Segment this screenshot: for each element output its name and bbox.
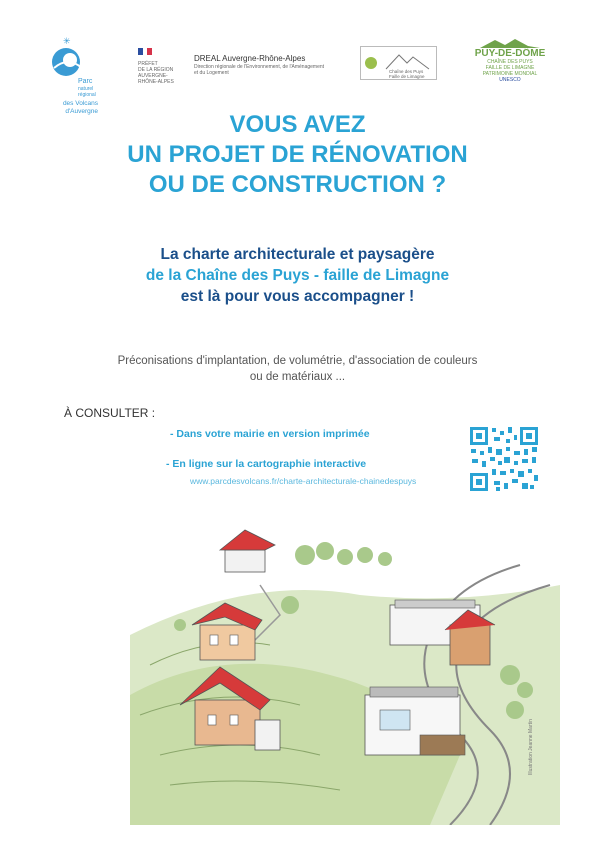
dreal-desc1: Direction régionale de l'Environnement, de l'Aménagement [194,64,325,70]
consult-item-cartographie: - En ligne sur la cartographie interactive [166,458,367,470]
puydome-line4: PATRIMOINE MONDIAL [482,71,538,77]
puydome-logo [470,38,550,93]
svg-text:✳: ✳ [63,37,71,47]
prefet-line1: PRÉFET [138,61,158,67]
qr-code[interactable] [468,425,540,493]
subtitle-line2: de la Chaîne des Puys - faille de Limagne [145,267,450,284]
landscape-illustration [130,525,560,825]
page-title [0,110,595,200]
puydome-line3: FAILLE DE LIMAGNE [485,65,535,71]
prefet-logo [138,42,188,85]
parc-logo [40,30,110,115]
body-line2: ou de matériaux ... [249,371,346,383]
subtitle-line3: est là pour vous accompagner ! [180,288,415,305]
puydome-line1: PUY-DE-DÔME [474,48,546,59]
subtitle [0,244,595,307]
volcano-chain-icon [480,38,540,48]
consult-item-mairie: - Dans votre mairie en version imprimée [170,428,370,440]
illustration-credit: Illustration Jeanne Martin [528,719,534,775]
chaine-line2: Faille de Limagne [389,74,425,79]
body-text [0,353,595,385]
parc-line2: naturel [78,86,94,92]
subtitle-line1: La charte architecturale et paysagère [160,246,435,263]
puydome-line2: CHAÎNE DES PUYS [487,59,533,65]
chaine-line1: Chaîne des Puys [389,69,424,74]
dreal-name: DREAL Auvergne-Rhône-Alpes [194,54,306,63]
title-line3: OU DE CONSTRUCTION ? [148,171,447,198]
chaine-logo [360,46,437,80]
prefet-line2: DE LA RÉGION [138,67,174,73]
marianne-flag-icon [138,48,152,55]
prefet-line3: AUVERGNE- [138,73,168,79]
puydome-line5: UNESCO [499,77,521,83]
prefet-line4: RHÔNE-ALPES [138,79,174,85]
title-line1: VOUS AVEZ [229,111,366,138]
house-top [220,530,275,572]
consult-heading: À CONSULTER : [64,406,156,420]
title-line2: UN PROJET DE RÉNOVATION [127,141,468,168]
dreal-desc2: et du Logement [194,70,229,76]
parc-line3: régional [78,92,96,98]
house-flat-roof [365,687,465,755]
body-line1: Préconisations d'implantation, de volumétrie, d'association de couleurs [117,355,478,367]
parc-line4: des Volcans [62,100,98,107]
charte-url-link[interactable]: www.parcdesvolcans.fr/charte-architecturale-chainedespuys [190,476,417,486]
parc-line1: Parc [78,78,93,85]
dreal-block [194,54,349,76]
volcano-mark-icon [48,34,88,84]
parc-line5: d'Auvergne [65,108,98,115]
